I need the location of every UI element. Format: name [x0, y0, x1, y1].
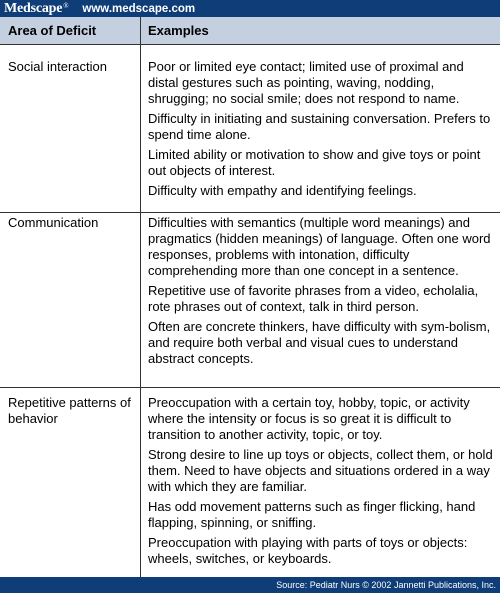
example-item: Preoccupation with a certain toy, hobby, topic, or activity where the intensity or focus is so great it is difficult to transition to another activity, topic, or toy.	[148, 395, 470, 442]
column-header-examples: Examples	[148, 23, 209, 38]
table-header-row	[0, 17, 500, 45]
site-url-link[interactable]: www.medscape.com	[82, 2, 196, 15]
column-divider	[140, 17, 141, 577]
example-item: Repetitive use of favorite phrases from a video, echolalia, rote phrases out of context, talk in third person.	[148, 283, 479, 314]
brand-name: Medscape	[4, 0, 63, 16]
row-divider	[0, 387, 500, 388]
example-item: Limited ability or motivation to show and give toys or point out objects of interest.	[148, 147, 481, 178]
example-item: Often are concrete thinkers, have difficulty with sym-bolism, and require both verbal and visual cues to understand abstract concepts.	[148, 319, 491, 366]
example-item: Difficulties with semantics (multiple word meanings) and pragmatics (hidden meanings) of language. Often one word responses, problems with intonation, difficulty comprehending more than one concept in a sentence.	[148, 215, 491, 278]
source-citation: Source: Pediatr Nurs © 2002 Jannetti Publications, Inc.	[276, 580, 496, 590]
column-header-area: Area of Deficit	[8, 23, 97, 38]
examples-cell-communication	[148, 215, 493, 371]
area-cell-social: Social interaction	[8, 59, 107, 74]
row-divider	[0, 212, 500, 213]
header-bar	[0, 0, 500, 17]
examples-cell-repetitive	[148, 395, 493, 571]
example-item: Preoccupation with playing with parts of toys or objects: wheels, switches, or keyboards.	[148, 535, 468, 566]
examples-cell-social	[148, 59, 493, 203]
medscape-logo[interactable]	[4, 1, 68, 17]
example-item: Difficulty with empathy and identifying feelings.	[148, 183, 417, 198]
area-cell-communication: Communication	[8, 215, 99, 230]
example-item: Difficulty in initiating and sustaining conversation. Prefers to spend time alone.	[148, 111, 491, 142]
source-footer	[0, 577, 500, 593]
example-item: Strong desire to line up toys or objects, collect them, or hold them. Need to have objects and situations ordered in a way with which they are familiar.	[148, 447, 493, 494]
deficit-table	[0, 17, 500, 577]
area-cell-repetitive: Repetitive patterns of behavior	[8, 395, 131, 426]
registered-mark: ®	[63, 1, 69, 10]
example-item: Has odd movement patterns such as finger flicking, hand flapping, spinning, or sniffing.	[148, 499, 476, 530]
example-item: Poor or limited eye contact; limited use of proximal and distal gestures such as pointing, waving, nodding, shrugging; no social smile; does not respond to name.	[148, 59, 464, 106]
